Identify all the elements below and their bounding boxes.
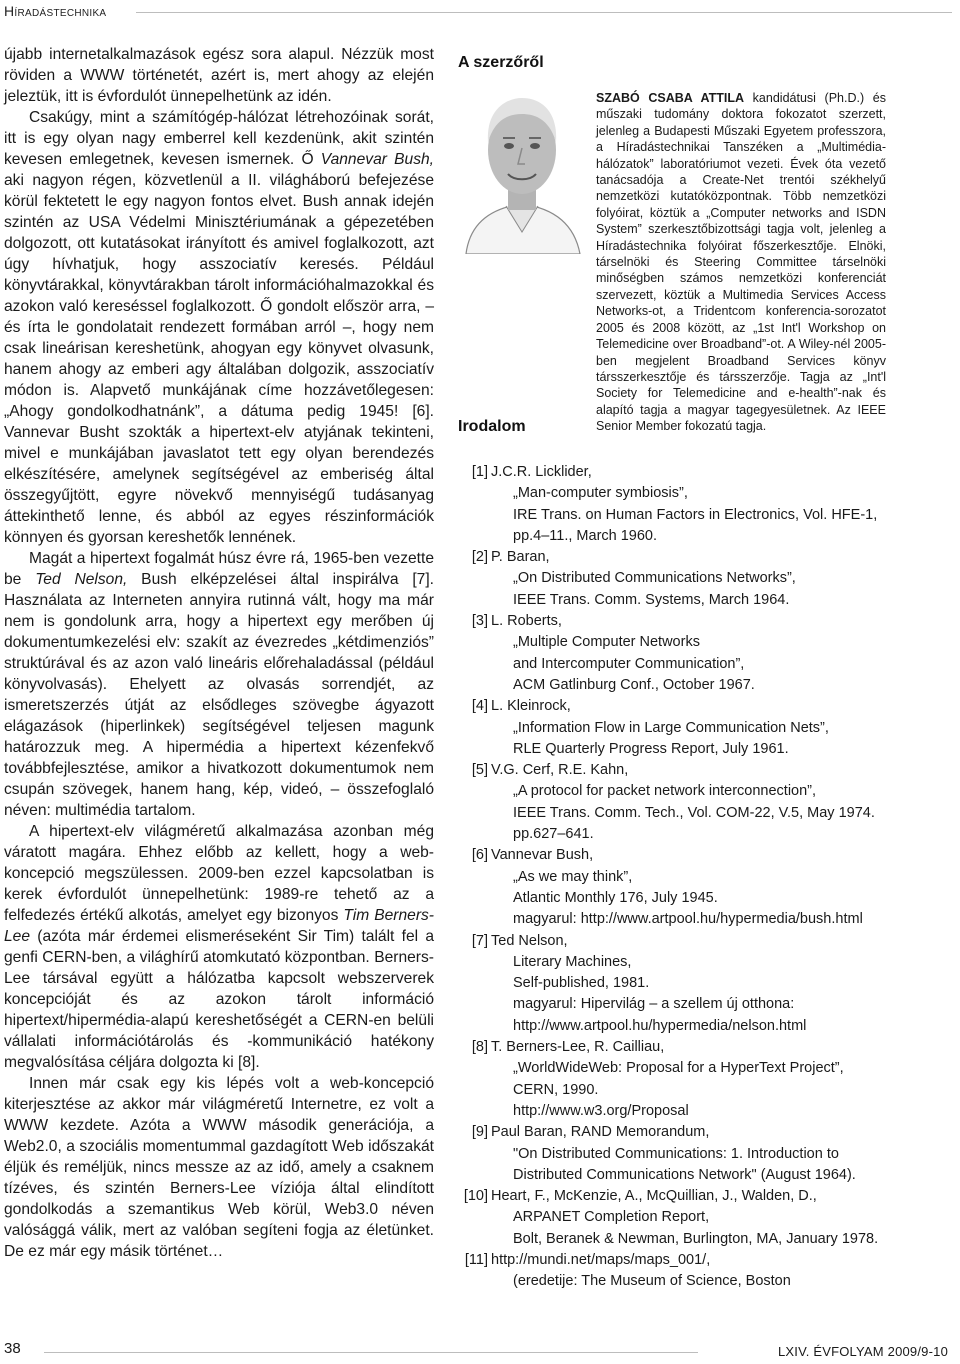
reference-line: Literary Machines, [513, 953, 632, 970]
reference-item [456, 1250, 956, 1293]
author-bio-text: kandidátusi (Ph.D.) és műszaki tudomány doktora fokozatot szerzett, jelenleg a Budapesti Műszaki Egyetem professzora, a Híradástechnikai Tanszéken a „Multimédia-hálózatok” laboratóriumot vezeti. Évek óta vezető tanácsadója a Create-Net trentói székhelyű nemzetközi kutatóközpontnak. Több nemzetközi folyóirat, köztük a „Computer networks and ISDN System” szerkesztőbizottsági tagja volt, jelenleg a Híradástechnika folyóirat főszerkesztője. Elnöki, társelnöki és Steering Committee társelnöki minőségben számos nemzetközi konferenciát szervezett, köztük a Multimedia Services Access Networks-ot, a Tridentcom konferencia-sorozatot 2005 és 2008 között, az „1st Int'l Workshop on Telemedicine over Broadband”-ot. A Wiley-nél 2005-ben megjelent Broadband Services könyv társszerkesztője és társszerzője. Tagja az „Int'l Society for Telemedicine and e-health”-nak és alapító tagja a magyar tagegyesületnek. Az IEEE Senior Member fokozatú tagja. [596, 91, 886, 434]
reference-number: [4] [471, 698, 488, 715]
reference-line: „Information Flow in Large Communication Nets”, [513, 719, 829, 736]
reference-item [456, 462, 956, 547]
reference-item [456, 1037, 956, 1122]
reference-number: [10] [463, 1188, 488, 1205]
reference-line: J.C.R. Licklider, [491, 464, 592, 480]
body-text: (azóta már érdemei elismeréseként Sir Tim) talált fel a genfi CERN-ben, a világhírű atomkutató központban. Berners-Lee társával együtt a hálózatba kapcsolt webszerverek koncepcióját és az azokon tárolt információ hipertext/hipermédia-alapú kereshetőségét a CERN-en belüli vállalati információtárolás és -kommunikáció hatékony megvalósítása céljára dolgozta ki [8]. [4, 928, 434, 1071]
reference-line: (eredetije: The Museum of Science, Boston [513, 1273, 791, 1290]
author-name: SZABÓ CSABA ATTILA [596, 91, 745, 105]
references-list [456, 462, 956, 1293]
reference-number: [8] [471, 1039, 488, 1056]
body-text: Bush elképzelései által inspirálva [7]. Használata az Interneten annyira rutinná vált, hogy ma már nem is gondolunk arra, hogy a hipertext egy merőben új dokumentumkezelési elv: szakít az évezredes „kétdimenziós” struktúrával és az azon való lineáris előrehaladással (például könyvolvasás). Ehelyett az olvasás sorrendjét, az ismeretszerzés útját az elsődleges szövegbe ágyazott elágazások (hiperlinkek) segítségével teljesen magunk határozzuk meg. A hipermédia a hipertext kézenfekvő továbbfejlesztése, amikor a hivatkozott dokumentumok nem csupán szövegek, hanem hang, kép, videó, – összefoglaló néven: multimédia tartalom. [4, 571, 435, 819]
reference-line: "On Distributed Communications: 1. Introduction to [513, 1145, 839, 1162]
reference-line: Distributed Communications Network" (August 1964). [513, 1166, 856, 1183]
reference-line: L. Roberts, [491, 613, 562, 630]
reference-item [456, 931, 956, 1037]
reference-line: http://www.w3.org/Proposal [513, 1102, 689, 1119]
author-bio [596, 90, 886, 435]
footer-divider [44, 1352, 698, 1353]
reference-line: Bolt, Beranek & Newman, Burlington, MA, January 1978. [513, 1230, 879, 1247]
reference-line: P. Baran, [491, 549, 550, 566]
body-emphasis: Ted Nelson, [35, 571, 128, 588]
author-section-heading: A szerzőről [458, 54, 544, 71]
reference-line: Self-published, 1981. [513, 975, 650, 992]
reference-line: IEEE Trans. Comm. Tech., Vol. COM-22, V.5, May 1974. [513, 804, 875, 821]
article-body-column [4, 44, 434, 1262]
reference-number: [5] [471, 762, 488, 779]
reference-number: [9] [471, 1124, 488, 1141]
reference-line: L. Kleinrock, [491, 698, 571, 715]
reference-line: V.G. Cerf, R.E. Kahn, [491, 762, 629, 779]
reference-line: Ted Nelson, [491, 932, 568, 949]
reference-line: „Multiple Computer Networks [513, 634, 700, 651]
journal-section-label: Híradástechnika [4, 3, 107, 19]
body-text: aki nagyon régen, közvetlenül a II. világháború befejezése körül fektetett le egy nagyon fontos elvet. Bush annak idején szintén az USA Védelmi Minisztériumának a gépezetében dolgozott, ott kutatásokat irányított és amivel foglalkozott, azt úgy hívhatjuk, hogy asszociatív keresés. Például könyvtárakkal, könyvtárakban tárolt információhalmazokkal és azokon való kereséssel foglalkozott. Ő gondolt először arra, – és írta le gondolatait rendezett formában arról –, hogy nem csak lineárisan kereshetünk, ahogyan egy könyvet olvasunk, hanem ahogy az emberi agy általában dolgozik, asszociatív módon is. Alapvető munkájának címe hozzávetőlegesen: „Ahogy gondolkodhatnánk”, a dátuma pedig 1945! [6]. Vannevar Busht szokták a hipertext-elv atyjának tekinteni, mivel e munkájában javaslatot tett egy olyan berendezés elkészítésére, amelynek segítségével az emberiség által összegyűjtött, egyre növekvő mennyiségű tudásanyag áttekinthető lenne, és abból az egyes részinformációk könnyen és gyorsan kereshetők lennének. [4, 172, 434, 546]
body-text: A hipertext-elv világméretű alkalmazása azonban még váratott magára. Ehhez előbb az kellett, hogy a web-koncepció megszülessen. 2009-ben ezzel kapcsolatban is kerek évfordulót ünnepelhetünk: 1989-re tehető az a felfedezés értékű alkotás, amelyet egy bizonyos [4, 823, 434, 924]
body-paragraph [4, 1073, 434, 1262]
reference-line: IEEE Trans. Comm. Systems, March 1964. [513, 591, 790, 608]
body-paragraph [4, 548, 434, 821]
reference-item [456, 547, 956, 611]
body-text: Innen már csak egy kis lépés volt a web-koncepció kiterjesztése az akkor már világméretű Internetre, ez volt a WWW kezdete. Azóta a WWW második generációja, a Web2.0, a szociális momentummal gazdagított Web időszakát éljük és reméljük, nincs messze az az idő, amely a csaknem tízéves, és szintén Berners-Lee víziója által elindított gondolkodás a szemantikus Web körül, Web3.0 néven valósággá válik, mert az valóban segíteni fogja az életünket. De ez már egy másik történet… [4, 1075, 434, 1260]
reference-number: [3] [471, 613, 488, 630]
header-divider [136, 12, 952, 13]
references-heading: Irodalom [458, 418, 526, 435]
reference-number: [2] [471, 549, 488, 566]
reference-line: RLE Quarterly Progress Report, July 1961. [513, 740, 789, 757]
body-text: Magát a hipertext fogalmát húsz évre rá, 1965-ben vezette be [4, 550, 434, 588]
body-emphasis: Tim Berners-Lee [4, 907, 434, 945]
reference-item [456, 1122, 956, 1186]
reference-number: [7] [471, 932, 488, 949]
reference-line: „Man-computer symbiosis”, [513, 485, 688, 502]
reference-item [456, 845, 956, 930]
body-text: újabb internetalkalmazások egész sora alapul. Nézzük most röviden a WWW történetét, azért is, mert ahogy az elején jeleztük, itt is évfordulót ünnepelhetünk az idén. [4, 46, 434, 105]
body-paragraph [4, 821, 434, 1073]
body-paragraph [4, 107, 434, 548]
reference-line: T. Berners-Lee, R. Cailliau, [491, 1039, 665, 1056]
issue-label: LXIV. ÉVFOLYAM 2009/9-10 [777, 1344, 948, 1359]
page-number: 38 [4, 1340, 21, 1357]
body-emphasis: Vannevar Bush, [320, 151, 434, 168]
reference-line: Paul Baran, RAND Memorandum, [491, 1124, 710, 1141]
reference-line: pp.4–11., March 1960. [513, 527, 658, 544]
reference-line: pp.627–641. [513, 826, 594, 843]
reference-line: ACM Gatlinburg Conf., October 1967. [513, 676, 755, 693]
reference-line: IRE Trans. on Human Factors in Electronics, Vol. HFE-1, [513, 506, 878, 523]
reference-line: ARPANET Completion Report, [513, 1209, 710, 1226]
reference-line: „WorldWideWeb: Proposal for a HyperText Project”, [513, 1060, 844, 1077]
reference-line: „A protocol for packet network interconnection”, [513, 783, 817, 800]
reference-line: and Intercomputer Communication”, [513, 655, 745, 672]
reference-line: http://www.artpool.hu/hypermedia/nelson.html [513, 1017, 807, 1034]
reference-line: „On Distributed Communications Networks”, [513, 570, 796, 587]
reference-item [456, 696, 956, 760]
reference-number: [1] [471, 464, 488, 480]
reference-item [456, 1186, 956, 1250]
reference-line: http://mundi.net/maps/maps_001/, [491, 1251, 711, 1268]
reference-number: [11] [464, 1251, 488, 1268]
reference-line: Heart, F., McKenzie, A., McQuillian, J., Walden, D., [491, 1188, 817, 1205]
reference-line: magyarul: Hipervilág – a szellem új otthona: [513, 996, 795, 1013]
reference-line: Vannevar Bush, [491, 847, 594, 864]
reference-line: „As we may think”, [513, 868, 633, 885]
reference-line: Atlantic Monthly 176, July 1945. [513, 889, 718, 906]
reference-number: [6] [471, 847, 488, 864]
reference-line: CERN, 1990. [513, 1081, 599, 1098]
reference-line: magyarul: http://www.artpool.hu/hypermedia/bush.html [513, 911, 863, 928]
body-text: Csakúgy, mint a számítógép-hálózat létrehozóinak sorát, itt is egy olyan nagy emberrel kell kezdenünk, akit szintén kevesen emlegetnek, kevesen ismernek. Ő [4, 109, 434, 168]
reference-item [456, 760, 956, 845]
author-photo [458, 84, 586, 254]
reference-item [456, 611, 956, 696]
body-paragraph [4, 44, 434, 107]
